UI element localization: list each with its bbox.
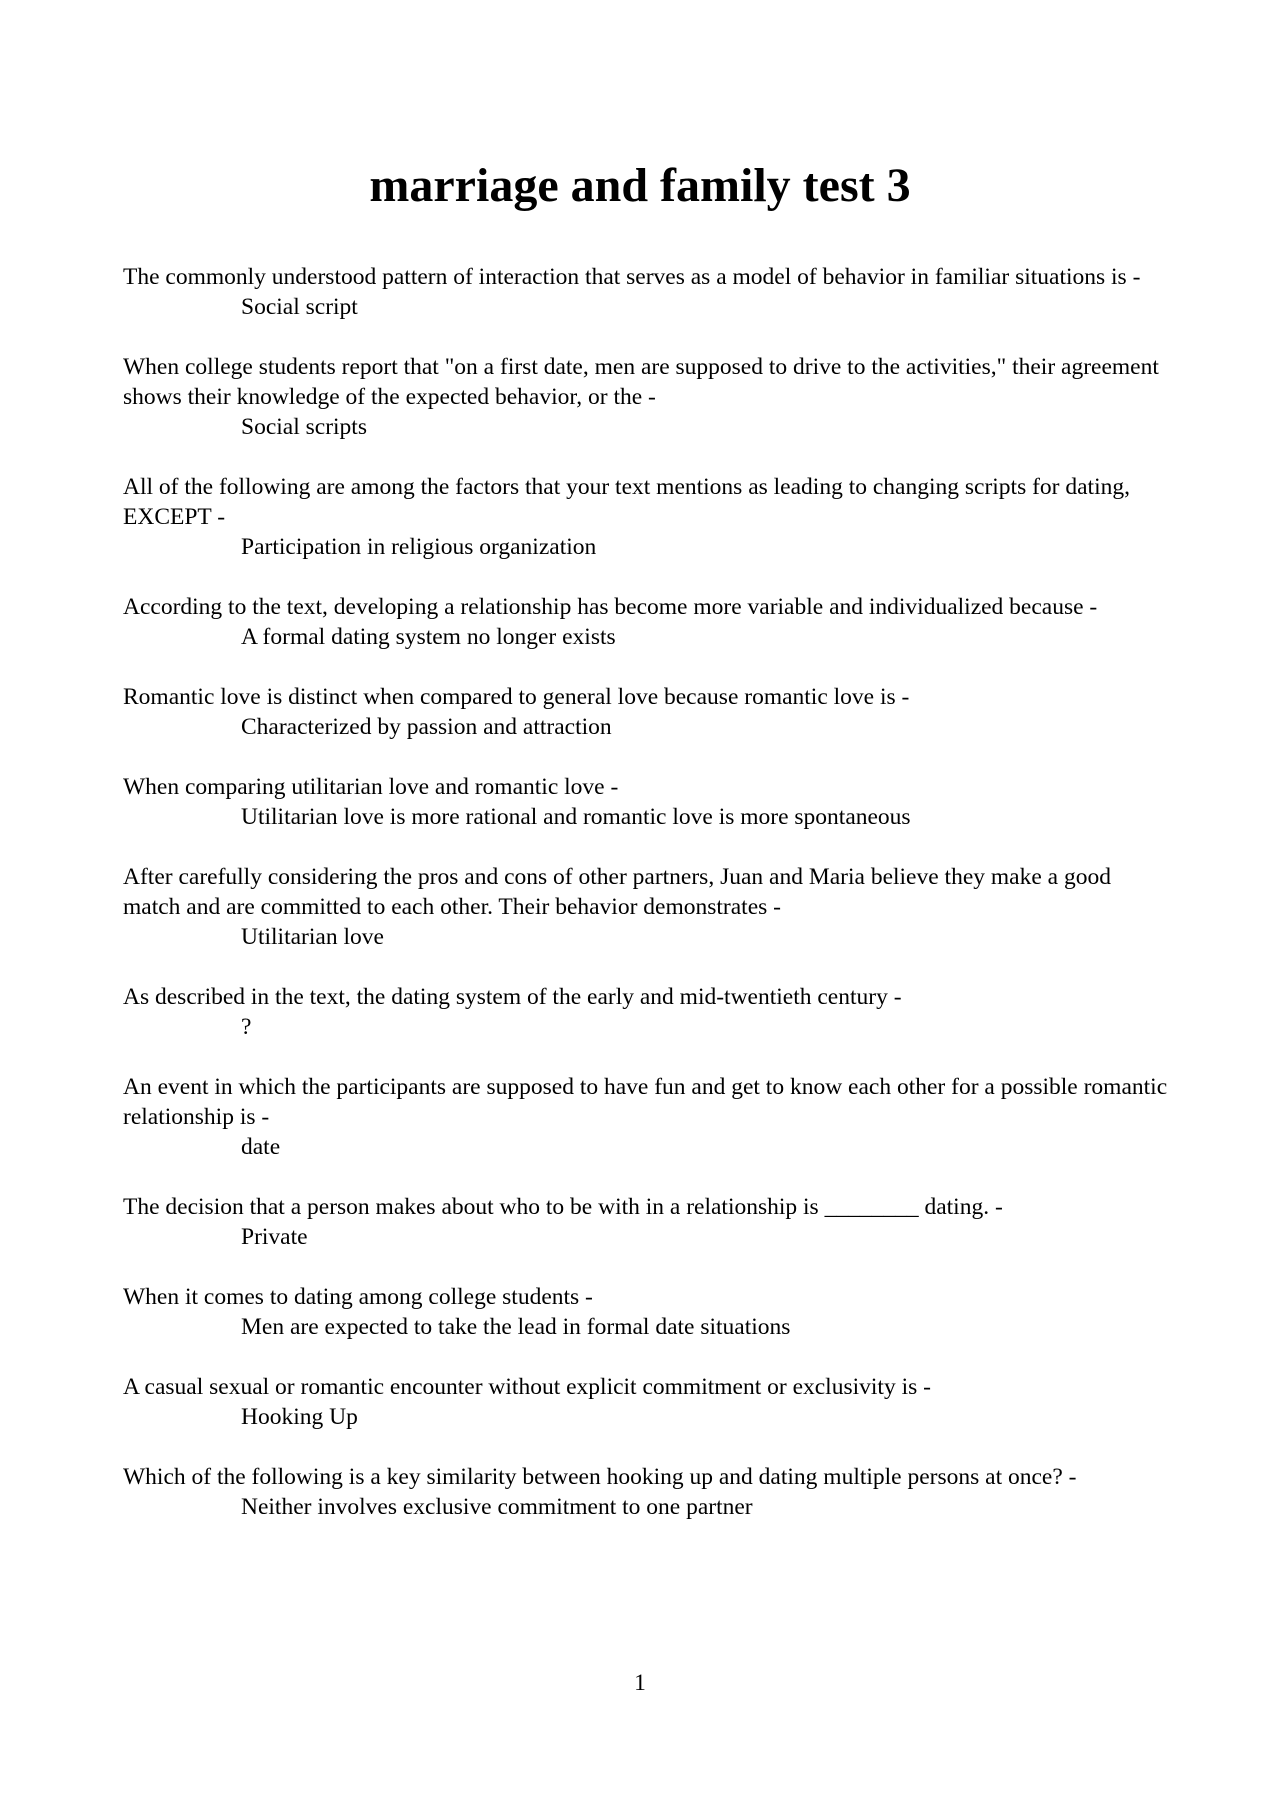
- question-text: All of the following are among the factors that your text mentions as leading to changing scripts for dating, EXCEPT -: [123, 474, 1130, 530]
- answer-text: Participation in religious organization: [241, 534, 597, 560]
- answer-text: Utilitarian love is more rational and romantic love is more spontaneous: [241, 804, 911, 830]
- question-item-10: [123, 1192, 1173, 1252]
- answer-text: Hooking Up: [241, 1404, 358, 1430]
- question-item-3: [123, 472, 1173, 562]
- question-text: As described in the text, the dating system of the early and mid-twentieth century -: [123, 984, 902, 1010]
- answer-text: Men are expected to take the lead in formal date situations: [241, 1314, 791, 1340]
- question-text: The decision that a person makes about who to be with in a relationship is ________ dating. -: [123, 1194, 1003, 1220]
- answer-text: A formal dating system no longer exists: [241, 624, 616, 650]
- answer-text: Private: [241, 1224, 308, 1250]
- page-title: marriage and family test 3: [369, 159, 911, 213]
- question-text: Romantic love is distinct when compared to general love because romantic love is -: [123, 684, 910, 710]
- question-item-6: [123, 772, 1173, 832]
- question-item-5: [123, 682, 1173, 742]
- question-list: [123, 262, 1173, 1552]
- question-item-11: [123, 1282, 1173, 1342]
- question-text: After carefully considering the pros and cons of other partners, Juan and Maria believe they make a good match and are committed to each other. Their behavior demonstrates -: [123, 864, 1111, 920]
- question-text: When comparing utilitarian love and romantic love -: [123, 774, 619, 800]
- question-item-8: [123, 982, 1173, 1042]
- question-text: When it comes to dating among college students -: [123, 1284, 593, 1310]
- question-item-4: [123, 592, 1173, 652]
- question-text: When college students report that "on a first date, men are supposed to drive to the activities," their agreement shows their knowledge of the expected behavior, or the -: [123, 354, 1159, 410]
- answer-text: Utilitarian love: [241, 924, 384, 950]
- question-item-2: [123, 352, 1173, 442]
- question-item-1: [123, 262, 1173, 322]
- answer-text: Social script: [241, 294, 358, 320]
- question-text: A casual sexual or romantic encounter without explicit commitment or exclusivity is -: [123, 1374, 931, 1400]
- answer-text: date: [241, 1134, 281, 1160]
- question-text: An event in which the participants are supposed to have fun and get to know each other for a possible romantic relationship is -: [123, 1074, 1168, 1130]
- answer-text: ?: [241, 1014, 252, 1040]
- question-text: According to the text, developing a relationship has become more variable and individualized because -: [123, 594, 1098, 620]
- question-item-12: [123, 1372, 1173, 1432]
- answer-text: Social scripts: [241, 414, 367, 440]
- answer-text: Neither involves exclusive commitment to one partner: [241, 1494, 753, 1520]
- question-item-9: [123, 1072, 1173, 1162]
- answer-text: Characterized by passion and attraction: [241, 714, 612, 740]
- page-number: 1: [634, 1670, 646, 1696]
- question-item-7: [123, 862, 1173, 952]
- question-item-13: [123, 1462, 1173, 1522]
- question-text: Which of the following is a key similarity between hooking up and dating multiple persons at once? -: [123, 1464, 1077, 1490]
- question-text: The commonly understood pattern of interaction that serves as a model of behavior in familiar situations is -: [123, 264, 1141, 290]
